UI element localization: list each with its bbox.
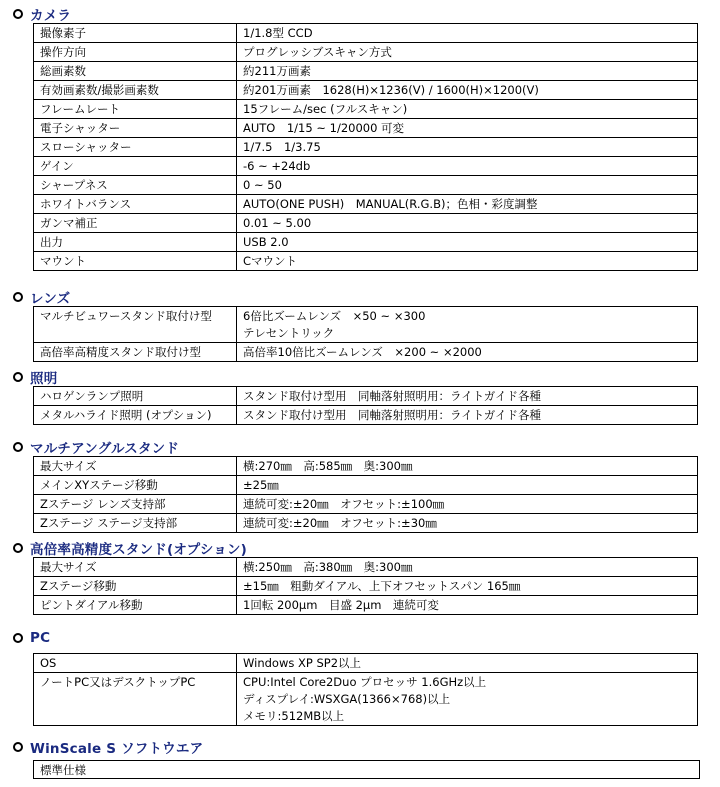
table-row xyxy=(34,654,698,673)
value-line: ±25㎜ xyxy=(243,478,279,492)
circle-bullet-icon xyxy=(13,543,23,553)
row-value xyxy=(237,119,698,138)
row-label: 有効画素数/撮影画素数 xyxy=(34,81,237,100)
section-title: WinScale S ソフトウエア xyxy=(30,741,204,757)
value-line: 1/1.8型 CCD xyxy=(243,26,313,40)
table-row xyxy=(34,558,698,577)
row-value xyxy=(237,195,698,214)
spec-table-high-precision-stand xyxy=(33,557,698,615)
row-value xyxy=(237,157,698,176)
row-label: 出力 xyxy=(34,233,237,252)
value-line: 約211万画素 xyxy=(243,64,311,78)
row-value xyxy=(237,24,698,43)
section-title: カメラ xyxy=(30,8,72,24)
table-row xyxy=(34,252,698,271)
row-value xyxy=(237,596,698,615)
row-label: ホワイトバランス xyxy=(34,195,237,214)
value-line: Windows XP SP2以上 xyxy=(243,656,362,670)
row-value xyxy=(237,43,698,62)
table-row xyxy=(34,514,698,533)
table-row xyxy=(34,43,698,62)
row-label: フレームレート xyxy=(34,100,237,119)
row-label: Zステージ ステージ支持部 xyxy=(34,514,237,533)
value-line: 連続可変:±20㎜ オフセット:±100㎜ xyxy=(243,497,445,511)
row-label: メタルハライド照明 (オプション) xyxy=(34,406,237,425)
row-label: ハロゲンランプ照明 xyxy=(34,387,237,406)
table-row xyxy=(34,62,698,81)
row-label: スローシャッター xyxy=(34,138,237,157)
circle-bullet-icon xyxy=(13,372,23,382)
table-row xyxy=(34,119,698,138)
row-value xyxy=(237,514,698,533)
table-row xyxy=(34,673,698,726)
circle-bullet-icon xyxy=(13,742,23,752)
value-line: USB 2.0 xyxy=(243,235,289,249)
value-line: ディスプレイ:WSXGA(1366×768)以上 xyxy=(243,692,451,706)
value-line: スタンド取付け型用 同軸落射照明用：ライトガイド各種 xyxy=(243,408,541,422)
table-row xyxy=(34,214,698,233)
spec-table-lens xyxy=(33,306,698,362)
row-label: シャープネス xyxy=(34,176,237,195)
section-heading-lighting xyxy=(13,367,57,387)
row-value xyxy=(237,81,698,100)
circle-bullet-icon xyxy=(13,9,23,19)
value-line: テレセントリック xyxy=(243,326,335,340)
row-value xyxy=(237,673,698,726)
row-value xyxy=(237,577,698,596)
table-row xyxy=(34,81,698,100)
table-row xyxy=(34,157,698,176)
row-label: 最大サイズ xyxy=(34,558,237,577)
value-line: 横:250㎜ 高:380㎜ 奥:300㎜ xyxy=(243,560,413,574)
row-label: Zステージ レンズ支持部 xyxy=(34,495,237,514)
row-label: ピントダイアル移動 xyxy=(34,596,237,615)
row-value xyxy=(237,476,698,495)
row-value xyxy=(237,343,698,362)
row-label: 高倍率高精度スタンド取付け型 xyxy=(34,343,237,362)
section-heading-lens xyxy=(13,287,70,307)
row-value xyxy=(237,233,698,252)
value-line: 1回転 200μm 目盛 2μm 連続可変 xyxy=(243,598,439,612)
row-label: ノートPC又はデスクトップPC xyxy=(34,673,237,726)
value-line: CPU:Intel Core2Duo プロセッサ 1.6GHz以上 xyxy=(243,675,487,689)
table-row xyxy=(34,596,698,615)
spec-table-pc xyxy=(33,653,698,726)
value-line: ±15㎜ 粗動ダイアル、上下オフセットスパン 165㎜ xyxy=(243,579,521,593)
value-line: 連続可変:±20㎜ オフセット:±30㎜ xyxy=(243,516,437,530)
table-row xyxy=(34,476,698,495)
row-label: マルチビュワースタンド取付け型 xyxy=(34,307,237,343)
section-title: レンズ xyxy=(30,291,71,307)
section-heading-multi-angle-stand xyxy=(13,437,179,457)
value-line: 1/7.5 1/3.75 xyxy=(243,140,321,154)
row-value xyxy=(237,138,698,157)
value-line: AUTO 1/15 ~ 1/20000 可変 xyxy=(243,121,405,135)
circle-bullet-icon xyxy=(13,633,23,643)
row-value xyxy=(237,495,698,514)
table-row xyxy=(34,495,698,514)
value-line: 15フレーム/sec (フルスキャン) xyxy=(243,102,408,116)
row-value xyxy=(237,457,698,476)
row-label: メインXYステージ移動 xyxy=(34,476,237,495)
row-label: Zステージ移動 xyxy=(34,577,237,596)
table-row xyxy=(34,387,698,406)
spec-table-lighting xyxy=(33,386,698,425)
table-row xyxy=(34,343,698,362)
section-heading-software xyxy=(13,737,203,757)
table-row xyxy=(34,577,698,596)
value-line: 高倍率10倍比ズームレンズ ×200 ~ ×2000 xyxy=(243,345,482,359)
row-value xyxy=(237,387,698,406)
spec-table-software xyxy=(33,760,700,779)
value-line: -6 ~ +24db xyxy=(243,159,311,173)
row-value xyxy=(237,558,698,577)
row-value xyxy=(237,176,698,195)
value-line: 0.01 ~ 5.00 xyxy=(243,216,312,230)
row-label: 総画素数 xyxy=(34,62,237,81)
section-heading-high-precision-stand xyxy=(13,538,247,558)
table-row xyxy=(34,195,698,214)
row-label: 最大サイズ xyxy=(34,457,237,476)
row-value xyxy=(237,654,698,673)
circle-bullet-icon xyxy=(13,292,23,302)
value-line: 横:270㎜ 高:585㎜ 奥:300㎜ xyxy=(243,459,413,473)
table-row xyxy=(34,233,698,252)
table-row xyxy=(34,761,700,779)
value-line: プログレッシブスキャン方式 xyxy=(243,45,392,59)
value-line: Cマウント xyxy=(243,254,298,268)
table-row xyxy=(34,176,698,195)
spec-table-multi-angle-stand xyxy=(33,456,698,533)
row-value xyxy=(237,214,698,233)
value-line: 0 ~ 50 xyxy=(243,178,282,192)
circle-bullet-icon xyxy=(13,442,23,452)
row-label: 操作方向 xyxy=(34,43,237,62)
section-title: 高倍率高精度スタンド(オプション) xyxy=(30,542,248,558)
row-value xyxy=(237,252,698,271)
row-label: ガンマ補正 xyxy=(34,214,237,233)
row-value xyxy=(237,62,698,81)
table-row xyxy=(34,307,698,343)
row-value xyxy=(237,100,698,119)
table-row xyxy=(34,100,698,119)
section-title: PC xyxy=(30,630,51,646)
section-heading-camera xyxy=(13,4,71,24)
row-label: 標準仕様 xyxy=(34,761,700,779)
row-label: ゲイン xyxy=(34,157,237,176)
value-line: AUTO(ONE PUSH) MANUAL(R.G.B)；色相・彩度調整 xyxy=(243,197,538,211)
spec-table-camera xyxy=(33,23,698,271)
row-value xyxy=(237,406,698,425)
row-label: OS xyxy=(34,654,237,673)
table-row xyxy=(34,406,698,425)
value-line: 約201万画素 1628(H)×1236(V) / 1600(H)×1200(V) xyxy=(243,83,539,97)
value-line: 6倍比ズームレンズ ×50 ~ ×300 xyxy=(243,309,426,323)
row-label: 電子シャッター xyxy=(34,119,237,138)
value-line: スタンド取付け型用 同軸落射照明用：ライトガイド各種 xyxy=(243,389,541,403)
table-row xyxy=(34,138,698,157)
table-row xyxy=(34,24,698,43)
table-row xyxy=(34,457,698,476)
row-label: マウント xyxy=(34,252,237,271)
row-label: 撮像素子 xyxy=(34,24,237,43)
value-line: メモリ:512MB以上 xyxy=(243,709,345,723)
section-title: マルチアングルスタンド xyxy=(30,441,180,457)
row-value xyxy=(237,307,698,343)
section-title: 照明 xyxy=(30,371,58,387)
section-heading-pc xyxy=(13,628,50,648)
